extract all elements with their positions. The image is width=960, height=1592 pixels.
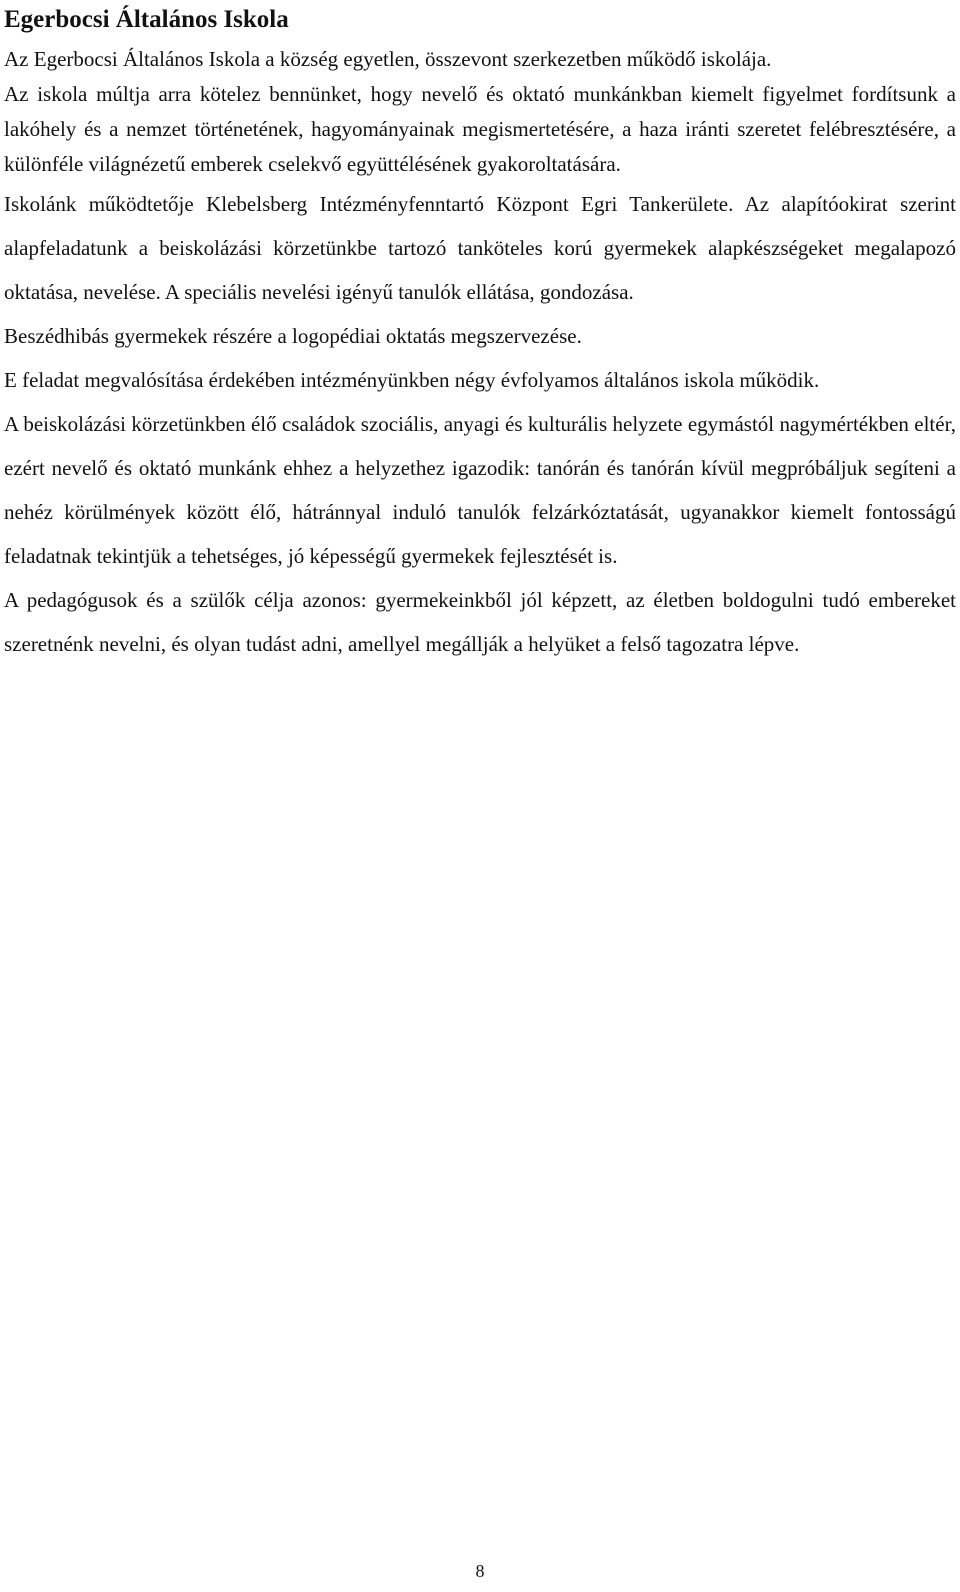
paragraph-shared-goal: A pedagógusok és a szülők célja azonos: gyermekeinkből jól képzett, az életben boldogulni tudó embereket szeretnénk nevelni, és olyan tudást adni, amellyel megállják a helyüket a felső tagozatra lépve. [4, 588, 956, 656]
paragraph-school-history: Az iskola múltja arra kötelez bennünket, hogy nevelő és oktató munkánkban kiemelt figyelmet fordítsunk a lakóhely és a nemzet történetének, hagyományainak megismertetésére, a haza iránti szeretet felébresztésére, a különféle világnézetű emberek cselekvő együttélésének gyakoroltatására. [4, 82, 956, 176]
paragraph-maintainer: Iskolánk működtetője Klebelsberg Intézményfenntartó Központ Egri Tankerülete. Az alapítóokirat szerint alapfeladatunk a beiskolázási körzetünkbe tartozó tanköteles korú gyermekek alapkészségeket megalapozó oktatása, nevelése. A speciális nevelési igényű tanulók ellátása, gondozása. [4, 192, 956, 304]
document-title: Egerbocsi Általános Iskola [4, 6, 289, 33]
paragraph-four-grades: E feladat megvalósítása érdekében intézményünkben négy évfolyamos általános iskola működik. [4, 368, 820, 392]
page-number: 8 [475, 1561, 485, 1581]
paragraph-catchment-area: A beiskolázási körzetünkben élő családok szociális, anyagi és kulturális helyzete egymástól nagymértékben eltér, ezért nevelő és oktató munkánk ehhez a helyzethez igazodik: tanórán és tanórán kívül megpróbáljuk segíteni a nehéz körülmények között élő, hátránnyal induló tanulók felzárkóztatását, ugyanakkor kiemelt fontosságú feladatnak tekintjük a tehetséges, jó képességű gyermekek fejlesztését is. [4, 412, 956, 568]
paragraph-speech-therapy: Beszédhibás gyermekek részére a logopédiai oktatás megszervezése. [4, 324, 582, 348]
paragraph-intro: Az Egerbocsi Általános Iskola a község egyetlen, összevont szerkezetben működő iskolája. [4, 47, 772, 71]
document-body [4, 42, 956, 666]
